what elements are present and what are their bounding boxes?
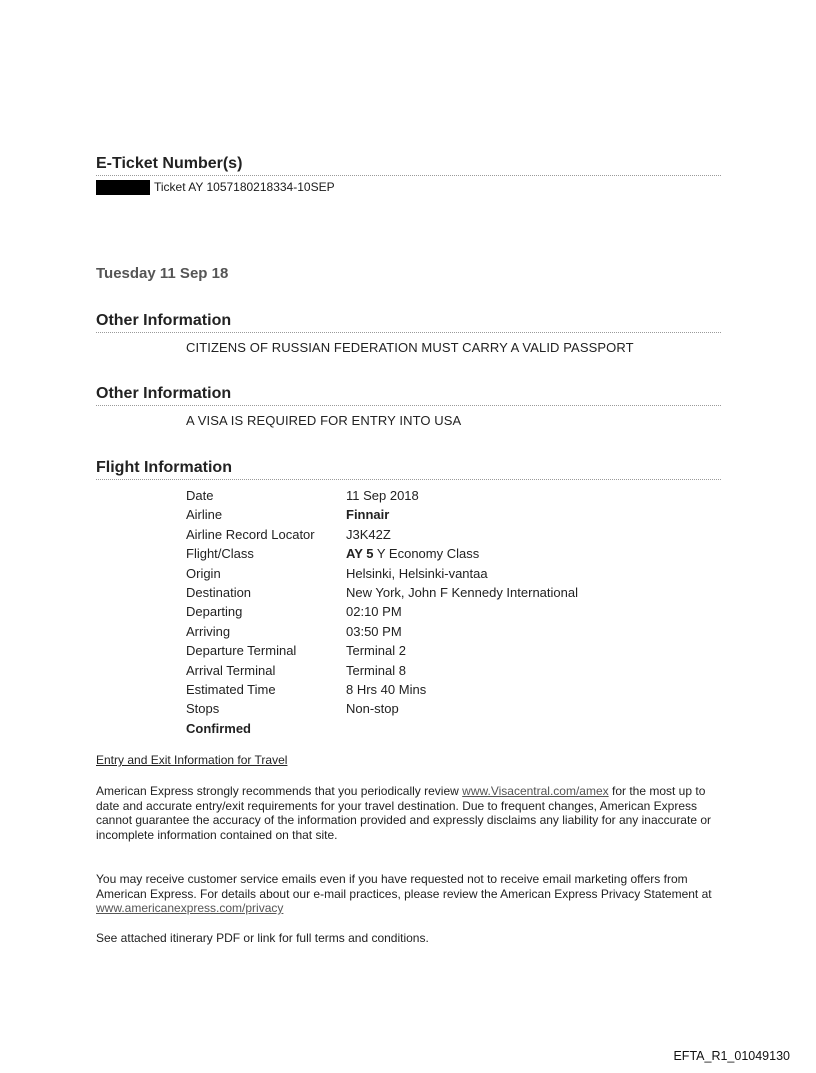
dep-terminal-value: Terminal 2 [346, 643, 406, 659]
arr-terminal-label: Arrival Terminal [186, 662, 276, 678]
flight-row-locator [186, 525, 578, 544]
passport-notice: CITIZENS OF RUSSIAN FEDERATION MUST CARRY A VALID PASSPORT [186, 340, 634, 355]
destination-value: New York, John F Kennedy International [346, 584, 578, 600]
flight-row-arr-terminal [186, 661, 578, 680]
class-value: Y Economy Class [376, 546, 480, 562]
arriving-label: Arriving [186, 623, 231, 639]
entry-exit-text-end: for the most up to date and accurate entry/exit requirements for your travel destination. Due to frequent changes, American Express cannot guarantee the accuracy of the information provided and expressly disclaims any liability for any inaccurate or incomplete information contained on that site. [96, 784, 711, 842]
ticket-number: Ticket AY 1057180218334-10SEP [154, 180, 335, 194]
privacy-text: You may receive customer service emails even if you have requested not to receive email marketing offers from American Express. For details about our e-mail practices, please review the American Express Privacy Statement at [96, 872, 712, 901]
privacy-paragraph [96, 872, 726, 916]
origin-label: Origin [186, 565, 221, 581]
other-info-heading-2: Other Information [96, 385, 721, 406]
document-id: EFTA_R1_01049130 [673, 1049, 790, 1063]
arr-terminal-value: Terminal 8 [346, 662, 406, 678]
flight-row-arriving [186, 622, 578, 641]
airline-label: Airline [186, 507, 223, 523]
flight-row-date [186, 486, 578, 505]
flight-row-est-time [186, 680, 578, 699]
date-value: 11 Sep 2018 [346, 488, 419, 503]
flight-row-dep-terminal [186, 641, 578, 660]
booking-status: Confirmed [186, 720, 251, 736]
redaction-bar [96, 180, 150, 195]
dep-terminal-label: Departure Terminal [186, 643, 297, 659]
date-label: Date [186, 488, 214, 503]
other-info-heading-1: Other Information [96, 312, 721, 333]
flight-row-stops [186, 699, 578, 718]
flight-info-heading: Flight Information [96, 459, 721, 480]
terms-text: See attached itinerary PDF or link for full terms and conditions. [96, 931, 429, 945]
airline-value: Finnair [346, 507, 390, 523]
entry-exit-paragraph [96, 784, 726, 842]
entry-exit-text-start: American Express strongly recommends that you periodically review [96, 784, 463, 798]
locator-value: J3K42Z [346, 526, 391, 542]
est-time-value: 8 Hrs 40 Mins [346, 681, 427, 697]
visacentral-link[interactable]: www.Visacentral.com/amex [462, 784, 609, 798]
privacy-link[interactable]: www.americanexpress.com/privacy [96, 901, 284, 915]
flight-row-class [186, 544, 578, 563]
ticket-line [96, 180, 335, 195]
departing-label: Departing [186, 604, 243, 620]
departing-value: 02:10 PM [346, 604, 402, 620]
stops-value: Non-stop [346, 701, 399, 717]
entry-exit-link[interactable]: Entry and Exit Information for Travel [96, 753, 288, 767]
flight-number: AY 5 [346, 546, 374, 562]
est-time-label: Estimated Time [186, 681, 276, 697]
flight-row-departing [186, 602, 578, 621]
eticket-heading: E-Ticket Number(s) [96, 155, 721, 176]
stops-label: Stops [186, 701, 220, 717]
destination-label: Destination [186, 584, 252, 600]
class-label: Flight/Class [186, 546, 254, 562]
arriving-value: 03:50 PM [346, 623, 402, 639]
travel-date-heading: Tuesday 11 Sep 18 [96, 265, 229, 282]
flight-details [186, 486, 578, 738]
flight-row-airline [186, 505, 578, 524]
origin-value: Helsinki, Helsinki-vantaa [346, 565, 488, 581]
locator-label: Airline Record Locator [186, 526, 315, 542]
flight-row-destination [186, 583, 578, 602]
visa-notice: A VISA IS REQUIRED FOR ENTRY INTO USA [186, 413, 462, 428]
flight-row-origin [186, 564, 578, 583]
